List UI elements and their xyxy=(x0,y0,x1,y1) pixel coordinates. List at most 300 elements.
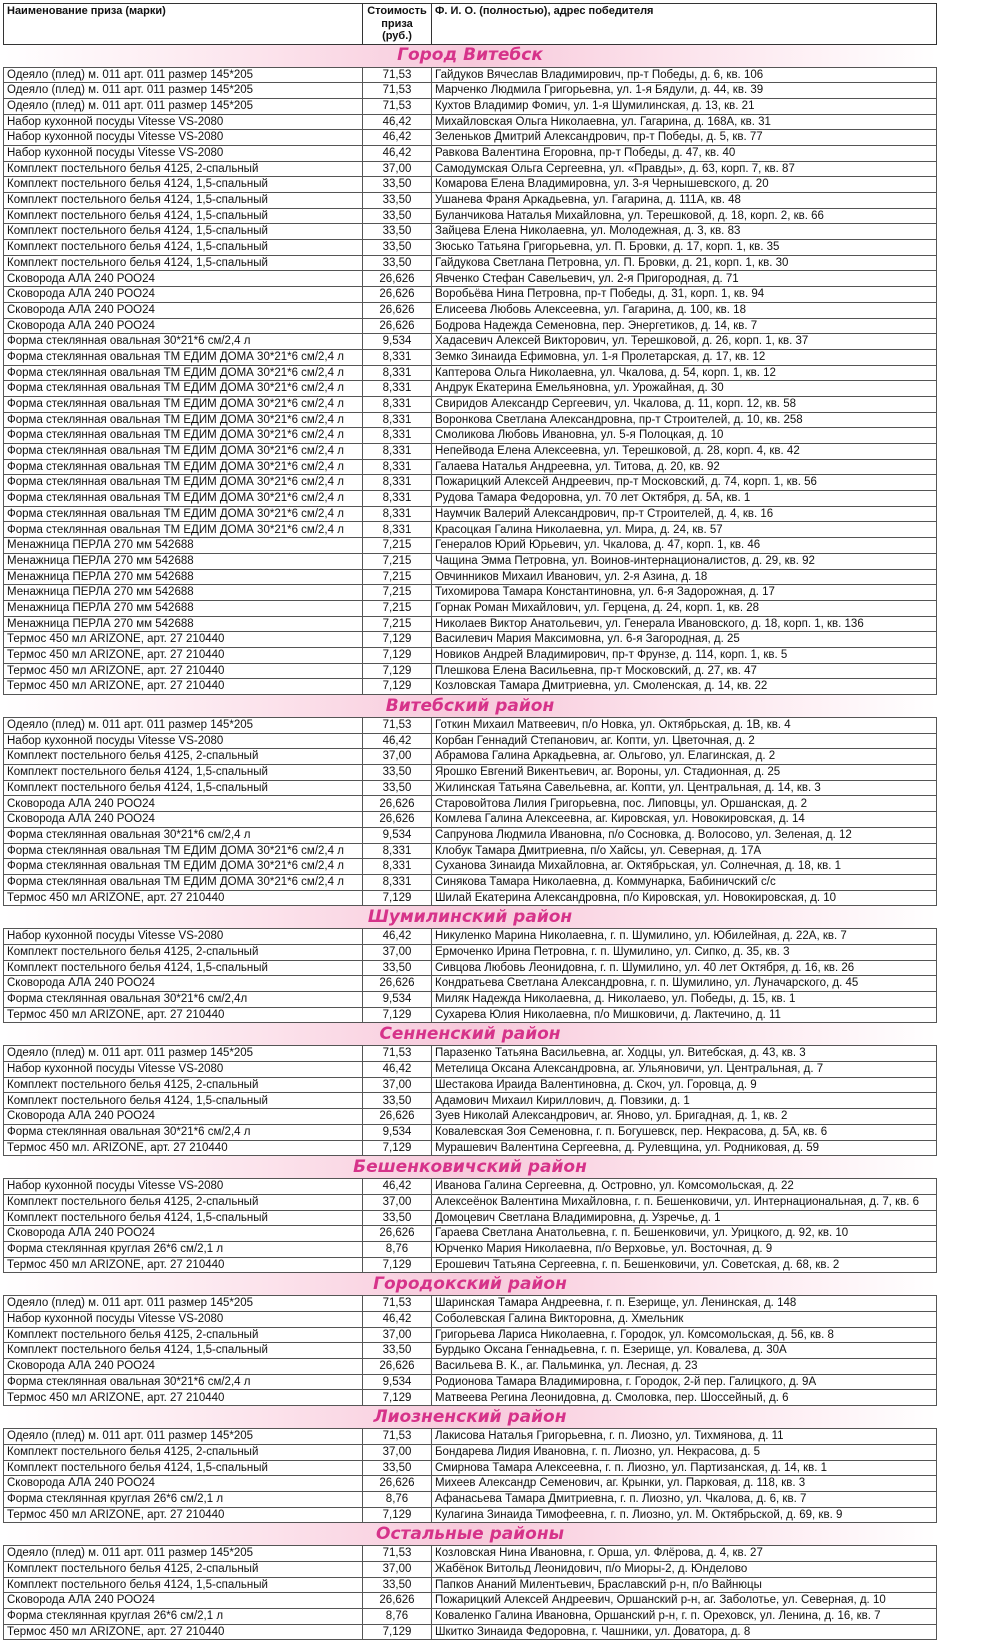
cost-cell: 8,76 xyxy=(363,1609,432,1625)
cost-cell: 26,626 xyxy=(363,1593,432,1609)
cost-cell: 33,50 xyxy=(363,1093,432,1109)
table-row xyxy=(4,749,937,765)
winner-cell: Зайцева Елена Николаевна, ул. Молодежная, д. 3, кв. 83 xyxy=(432,224,937,240)
section-title: Лиозненский район xyxy=(4,1406,937,1429)
cost-cell: 8,331 xyxy=(363,396,432,412)
table-row xyxy=(4,1226,937,1242)
prize-cell: Набор кухонной посуды Vitesse VS-2080 xyxy=(4,1062,363,1078)
winner-cell: Юрченко Мария Николаевна, п/о Верховье, ул. Восточная, д. 9 xyxy=(432,1241,937,1257)
winner-cell: Марченко Людмила Григорьевна, ул. 1-я Бядули, д. 44, кв. 39 xyxy=(432,83,937,99)
table-row xyxy=(4,780,937,796)
table-row xyxy=(4,569,937,585)
table-row xyxy=(4,647,937,663)
prize-cell: Комплект постельного белья 4125, 2-спальный xyxy=(4,944,363,960)
table-row xyxy=(4,600,937,616)
cost-cell: 71,53 xyxy=(363,718,432,734)
cost-cell: 46,42 xyxy=(363,145,432,161)
table-row xyxy=(4,812,937,828)
cost-cell: 8,331 xyxy=(363,475,432,491)
table-row xyxy=(4,1210,937,1226)
prize-cell: Комплект постельного белья 4125, 2-спальный xyxy=(4,161,363,177)
prize-cell: Форма стеклянная овальная ТМ ЕДИМ ДОМА 30*21*6 см/2,4 л xyxy=(4,349,363,365)
prize-cell: Термос 450 мл. ARIZONE, арт. 27 210440 xyxy=(4,1140,363,1156)
table-row xyxy=(4,1460,937,1476)
winner-cell: Шилай Екатерина Александровна, п/о Кировская, ул. Новокировская, д. 10 xyxy=(432,890,937,906)
winner-cell: Бурдыко Оксана Геннадьевна, г. п. Езерище, ул. Ковалева, д. 30А xyxy=(432,1343,937,1359)
prize-cell: Комплект постельного белья 4124, 1,5-спальный xyxy=(4,255,363,271)
table-row xyxy=(4,1609,937,1625)
table-row xyxy=(4,381,937,397)
winner-cell: Иванова Галина Сергеевна, д. Островно, ул. Комсомольская, д. 22 xyxy=(432,1179,937,1195)
table-row xyxy=(4,83,937,99)
cost-cell: 8,331 xyxy=(363,459,432,475)
winner-cell: Кухтов Владимир Фомич, ул. 1-я Шумилинская, д. 13, кв. 21 xyxy=(432,98,937,114)
prize-cell: Комплект постельного белья 4124, 1,5-спальный xyxy=(4,1343,363,1359)
cost-cell: 8,331 xyxy=(363,843,432,859)
header-winner: Ф. И. О. (полностью), адрес победителя xyxy=(432,4,937,45)
section-title: Витебский район xyxy=(4,695,937,718)
table-row xyxy=(4,1312,937,1328)
winner-cell: Тихомирова Тамара Константиновна, ул. 6-я Задорожная, д. 17 xyxy=(432,585,937,601)
winner-cell: Шкитко Зинаида Федоровна, г. Чашники, ул. Доватора, д. 8 xyxy=(432,1624,937,1640)
prize-cell: Комплект постельного белья 4124, 1,5-спальный xyxy=(4,960,363,976)
prize-cell: Сковорода АЛА 240 РОО24 xyxy=(4,1226,363,1242)
winner-cell: Ермоченко Ирина Петровна, г. п. Шумилино, ул. Сипко, д. 35, кв. 3 xyxy=(432,944,937,960)
cost-cell: 7,129 xyxy=(363,632,432,648)
cost-cell: 8,331 xyxy=(363,381,432,397)
prize-cell: Одеяло (плед) м. 011 арт. 011 размер 145*205 xyxy=(4,718,363,734)
cost-cell: 71,53 xyxy=(363,83,432,99)
winner-cell: Гараева Светлана Анатольевна, г. п. Бешенковичи, ул. Урицкого, д. 92, кв. 10 xyxy=(432,1226,937,1242)
section-header-row xyxy=(4,1156,937,1179)
table-row xyxy=(4,765,937,781)
prize-cell: Форма стеклянная овальная 30*21*6 см/2,4л xyxy=(4,992,363,1008)
winner-cell: Ерошевич Татьяна Сергеевна, г. п. Бешенковичи, ул. Советская, д. 68, кв. 2 xyxy=(432,1257,937,1273)
winner-cell: Козловская Нина Ивановна, г. Орша, ул. Флёрова, д. 4, кв. 27 xyxy=(432,1546,937,1562)
table-row xyxy=(4,1577,937,1593)
table-row xyxy=(4,1257,937,1273)
table-row xyxy=(4,976,937,992)
winner-cell: Зеленьков Дмитрий Александрович, пр-т Победы, д. 5, кв. 77 xyxy=(432,130,937,146)
cost-cell: 71,53 xyxy=(363,1546,432,1562)
prize-cell: Набор кухонной посуды Vitesse VS-2080 xyxy=(4,733,363,749)
prize-cell: Одеяло (плед) м. 011 арт. 011 размер 145*205 xyxy=(4,1046,363,1062)
cost-cell: 26,626 xyxy=(363,1109,432,1125)
winner-cell: Миляк Надежда Николаевна, д. Николаево, ул. Победы, д. 15, кв. 1 xyxy=(432,992,937,1008)
winner-cell: Андрук Екатерина Емельяновна, ул. Урожайная, д. 30 xyxy=(432,381,937,397)
winner-cell: Хадасевич Алексей Викторович, ул. Терешковой, д. 26, корп. 1, кв. 37 xyxy=(432,334,937,350)
winner-cell: Сивцова Любовь Леонидовна, г. п. Шумилино, ул. 40 лет Октября, д. 16, кв. 26 xyxy=(432,960,937,976)
prize-cell: Форма стеклянная овальная ТМ ЕДИМ ДОМА 30*21*6 см/2,4 л xyxy=(4,491,363,507)
prize-cell: Комплект постельного белья 4125, 2-спальный xyxy=(4,1561,363,1577)
prize-cell: Менажница ПЕРЛА 270 мм 542688 xyxy=(4,585,363,601)
cost-cell: 71,53 xyxy=(363,1296,432,1312)
section-header-row xyxy=(4,44,937,67)
table-row xyxy=(4,114,937,130)
table-row xyxy=(4,302,937,318)
cost-cell: 8,331 xyxy=(363,444,432,460)
prize-cell: Сковорода АЛА 240 РОО24 xyxy=(4,796,363,812)
cost-cell: 46,42 xyxy=(363,114,432,130)
winner-cell: Афанасьева Тамара Дмитриевна, г. п. Лиозно, ул. Чкалова, д. 6, кв. 7 xyxy=(432,1491,937,1507)
cost-cell: 7,129 xyxy=(363,647,432,663)
cost-cell: 33,50 xyxy=(363,1343,432,1359)
winner-cell: Елисеева Любовь Алексеевна, ул. Гагарина, д. 100, кв. 18 xyxy=(432,302,937,318)
prize-cell: Термос 450 мл ARIZONE, арт. 27 210440 xyxy=(4,1257,363,1273)
prize-cell: Форма стеклянная овальная 30*21*6 см/2,4 л xyxy=(4,1124,363,1140)
cost-cell: 8,331 xyxy=(363,428,432,444)
prize-cell: Форма стеклянная овальная ТМ ЕДИМ ДОМА 30*21*6 см/2,4 л xyxy=(4,459,363,475)
table-row xyxy=(4,843,937,859)
winner-cell: Кондратьева Светлана Александровна, г. п. Шумилино, ул. Луначарского, д. 45 xyxy=(432,976,937,992)
prize-cell: Набор кухонной посуды Vitesse VS-2080 xyxy=(4,130,363,146)
header-cost: Стоимость приза (руб.) xyxy=(363,4,432,45)
winner-cell: Наумчик Валерий Александрович, пр-т Строителей, д. 4, кв. 16 xyxy=(432,506,937,522)
cost-cell: 7,129 xyxy=(363,1507,432,1523)
table-row xyxy=(4,334,937,350)
table-row xyxy=(4,1093,937,1109)
cost-cell: 37,00 xyxy=(363,1444,432,1460)
prize-cell: Форма стеклянная овальная ТМ ЕДИМ ДОМА 30*21*6 см/2,4 л xyxy=(4,859,363,875)
prize-cell: Форма стеклянная круглая 26*6 см/2,1 л xyxy=(4,1491,363,1507)
prize-cell: Термос 450 мл ARIZONE, арт. 27 210440 xyxy=(4,890,363,906)
winner-cell: Коваленко Галина Ивановна, Оршанский р-н, г. п. Ореховск, ул. Ленина, д. 16, кв. 7 xyxy=(432,1609,937,1625)
winner-cell: Смирнова Тамара Алексеевна, г. п. Лиозно, ул. Партизанская, д. 14, кв. 1 xyxy=(432,1460,937,1476)
winner-cell: Василевич Мария Максимовна, ул. 6-я Загородная, д. 25 xyxy=(432,632,937,648)
table-row xyxy=(4,1561,937,1577)
cost-cell: 9,534 xyxy=(363,1124,432,1140)
winner-cell: Матвеева Регина Леонидовна, д. Смоловка, пер. Шоссейный, д. 6 xyxy=(432,1390,937,1406)
prize-cell: Одеяло (плед) м. 011 арт. 011 размер 145*205 xyxy=(4,1429,363,1445)
table-row xyxy=(4,718,937,734)
table-row xyxy=(4,67,937,83)
winner-cell: Бодрова Надежда Семеновна, пер. Энергетиков, д. 14, кв. 7 xyxy=(432,318,937,334)
prize-cell: Форма стеклянная овальная ТМ ЕДИМ ДОМА 30*21*6 см/2,4 л xyxy=(4,412,363,428)
table-row xyxy=(4,444,937,460)
section-title: Остальные районы xyxy=(4,1523,937,1546)
table-row xyxy=(4,874,937,890)
winner-cell: Михайловская Ольга Николаевна, ул. Гагарина, д. 168А, кв. 31 xyxy=(432,114,937,130)
prize-cell: Термос 450 мл ARIZONE, арт. 27 210440 xyxy=(4,663,363,679)
table-row xyxy=(4,890,937,906)
prize-cell: Сковорода АЛА 240 РОО24 xyxy=(4,812,363,828)
table-row xyxy=(4,827,937,843)
table-row xyxy=(4,1429,937,1445)
winner-cell: Григорьева Лариса Николаевна, г. Городок, ул. Комсомольская, д. 56, кв. 8 xyxy=(432,1327,937,1343)
winner-cell: Клобук Тамара Дмитриевна, п/о Хайсы, ул. Северная, д. 17А xyxy=(432,843,937,859)
prize-cell: Комплект постельного белья 4124, 1,5-спальный xyxy=(4,240,363,256)
prize-cell: Термос 450 мл ARIZONE, арт. 27 210440 xyxy=(4,1390,363,1406)
prize-cell: Термос 450 мл ARIZONE, арт. 27 210440 xyxy=(4,647,363,663)
table-row xyxy=(4,1140,937,1156)
winner-cell: Галаева Наталья Андреевна, ул. Титова, д. 20, кв. 92 xyxy=(432,459,937,475)
winner-cell: Зуев Николай Александрович, аг. Яново, ул. Бригадная, д. 1, кв. 2 xyxy=(432,1109,937,1125)
cost-cell: 8,331 xyxy=(363,349,432,365)
cost-cell: 8,331 xyxy=(363,859,432,875)
prize-cell: Сковорода АЛА 240 РОО24 xyxy=(4,318,363,334)
cost-cell: 8,331 xyxy=(363,522,432,538)
winner-cell: Шаринская Тамара Андреевна, г. п. Езерище, ул. Ленинская, д. 148 xyxy=(432,1296,937,1312)
cost-cell: 46,42 xyxy=(363,1312,432,1328)
cost-cell: 9,534 xyxy=(363,1374,432,1390)
cost-cell: 37,00 xyxy=(363,944,432,960)
cost-cell: 9,534 xyxy=(363,827,432,843)
prize-cell: Менажница ПЕРЛА 270 мм 542688 xyxy=(4,538,363,554)
table-row xyxy=(4,733,937,749)
winner-cell: Родионова Тамара Владимировна, г. Городок, 2-й пер. Галицкого, д. 9А xyxy=(432,1374,937,1390)
table-row xyxy=(4,1109,937,1125)
cost-cell: 7,129 xyxy=(363,663,432,679)
prize-cell: Сковорода АЛА 240 РОО24 xyxy=(4,1359,363,1375)
header-row xyxy=(4,4,937,45)
prize-cell: Комплект постельного белья 4124, 1,5-спальный xyxy=(4,1093,363,1109)
table-row xyxy=(4,271,937,287)
cost-cell: 37,00 xyxy=(363,161,432,177)
table-row xyxy=(4,944,937,960)
cost-cell: 37,00 xyxy=(363,1327,432,1343)
winner-cell: Явченко Стефан Савельевич, ул. 2-я Пригородная, д. 71 xyxy=(432,271,937,287)
prize-cell: Форма стеклянная овальная ТМ ЕДИМ ДОМА 30*21*6 см/2,4 л xyxy=(4,381,363,397)
winner-cell: Комлева Галина Алексеевна, аг. Кировская, ул. Новокировская, д. 14 xyxy=(432,812,937,828)
cost-cell: 71,53 xyxy=(363,1429,432,1445)
winner-cell: Чащина Эмма Петровна, ул. Воинов-интернационалистов, д. 29, кв. 92 xyxy=(432,553,937,569)
prize-cell: Комплект постельного белья 4124, 1,5-спальный xyxy=(4,765,363,781)
table-row xyxy=(4,1359,937,1375)
table-row xyxy=(4,491,937,507)
cost-cell: 7,129 xyxy=(363,1624,432,1640)
winner-cell: Буланчикова Наталья Михайловна, ул. Терешковой, д. 18, корп. 2, кв. 66 xyxy=(432,208,937,224)
prize-cell: Комплект постельного белья 4125, 2-спальный xyxy=(4,1194,363,1210)
table-row xyxy=(4,522,937,538)
winner-cell: Жилинская Татьяна Савельевна, аг. Копти, ул. Центральная, д. 14, кв. 3 xyxy=(432,780,937,796)
winner-cell: Паразенко Татьяна Васильевна, аг. Ходцы, ул. Витебская, д. 43, кв. 3 xyxy=(432,1046,937,1062)
cost-cell: 7,215 xyxy=(363,538,432,554)
cost-cell: 8,331 xyxy=(363,412,432,428)
cost-cell: 7,215 xyxy=(363,616,432,632)
winners-table xyxy=(3,3,937,1640)
winner-cell: Лакисова Наталья Григорьевна, г. п. Лиозно, ул. Тихмянова, д. 11 xyxy=(432,1429,937,1445)
prize-cell: Форма стеклянная овальная 30*21*6 см/2,4 л xyxy=(4,1374,363,1390)
table-row xyxy=(4,992,937,1008)
winner-cell: Кулагина Зинаида Тимофеевна, г. п. Лиозно, ул. М. Октябрьской, д. 69, кв. 9 xyxy=(432,1507,937,1523)
table-header xyxy=(4,4,937,45)
prize-cell: Комплект постельного белья 4125, 2-спальный xyxy=(4,749,363,765)
cost-cell: 7,129 xyxy=(363,890,432,906)
cost-cell: 26,626 xyxy=(363,302,432,318)
table-row xyxy=(4,1241,937,1257)
prize-cell: Сковорода АЛА 240 РОО24 xyxy=(4,1476,363,1492)
table-row xyxy=(4,208,937,224)
table-row xyxy=(4,1390,937,1406)
cost-cell: 37,00 xyxy=(363,749,432,765)
cost-cell: 8,331 xyxy=(363,491,432,507)
winner-cell: Воронкова Светлана Александровна, пр-т Строителей, д. 10, кв. 258 xyxy=(432,412,937,428)
table-row xyxy=(4,585,937,601)
prize-cell: Менажница ПЕРЛА 270 мм 542688 xyxy=(4,616,363,632)
cost-cell: 8,331 xyxy=(363,874,432,890)
winner-cell: Гайдуков Вячеслав Владимирович, пр-т Победы, д. 6, кв. 106 xyxy=(432,67,937,83)
prize-cell: Одеяло (плед) м. 011 арт. 011 размер 145*205 xyxy=(4,1546,363,1562)
table-row xyxy=(4,538,937,554)
table-row xyxy=(4,679,937,695)
table-row xyxy=(4,506,937,522)
prize-cell: Термос 450 мл ARIZONE, арт. 27 210440 xyxy=(4,1007,363,1023)
section-header-row xyxy=(4,1023,937,1046)
table-row xyxy=(4,1296,937,1312)
table-row xyxy=(4,663,937,679)
prize-cell: Набор кухонной посуды Vitesse VS-2080 xyxy=(4,929,363,945)
prize-cell: Сковорода АЛА 240 РОО24 xyxy=(4,287,363,303)
cost-cell: 8,76 xyxy=(363,1491,432,1507)
table-body xyxy=(4,44,937,1640)
table-row xyxy=(4,1327,937,1343)
prize-cell: Менажница ПЕРЛА 270 мм 542688 xyxy=(4,600,363,616)
table-row xyxy=(4,318,937,334)
winner-cell: Непейвода Елена Алексеевна, ул. Терешковой, д. 28, корп. 4, кв. 42 xyxy=(432,444,937,460)
section-title: Бешенковичский район xyxy=(4,1156,937,1179)
winner-cell: Овчинников Михаил Иванович, ул. 2-я Азина, д. 18 xyxy=(432,569,937,585)
prize-cell: Форма стеклянная круглая 26*6 см/2,1 л xyxy=(4,1241,363,1257)
winner-cell: Николаев Виктор Анатольевич, ул. Генерала Ивановского, д. 18, корп. 1, кв. 136 xyxy=(432,616,937,632)
cost-cell: 46,42 xyxy=(363,929,432,945)
section-header-row xyxy=(4,1273,937,1296)
cost-cell: 9,534 xyxy=(363,992,432,1008)
winner-cell: Козловская Тамара Дмитриевна, ул. Смоленская, д. 14, кв. 22 xyxy=(432,679,937,695)
cost-cell: 33,50 xyxy=(363,960,432,976)
winner-cell: Смоликова Любовь Ивановна, ул. 5-я Полоцкая, д. 10 xyxy=(432,428,937,444)
cost-cell: 37,00 xyxy=(363,1077,432,1093)
table-row xyxy=(4,365,937,381)
cost-cell: 7,129 xyxy=(363,1257,432,1273)
cost-cell: 37,00 xyxy=(363,1194,432,1210)
table-row xyxy=(4,1507,937,1523)
table-row xyxy=(4,929,937,945)
header-prize: Наименование приза (марки) xyxy=(4,4,363,45)
prize-cell: Форма стеклянная овальная ТМ ЕДИМ ДОМА 30*21*6 см/2,4 л xyxy=(4,475,363,491)
section-header-row xyxy=(4,1406,937,1429)
prize-cell: Форма стеклянная овальная ТМ ЕДИМ ДОМА 30*21*6 см/2,4 л xyxy=(4,444,363,460)
winner-cell: Горнак Роман Михайлович, ул. Герцена, д. 24, корп. 1, кв. 28 xyxy=(432,600,937,616)
winner-cell: Абрамова Галина Аркадьевна, аг. Ольгово, ул. Елагинская, д. 2 xyxy=(432,749,937,765)
winner-cell: Папков Ананий Милентьевич, Браславский р-н, п/о Вайнюцы xyxy=(432,1577,937,1593)
table-row xyxy=(4,1491,937,1507)
winner-cell: Плешкова Елена Васильевна, пр-т Московский, д. 27, кв. 47 xyxy=(432,663,937,679)
cost-cell: 26,626 xyxy=(363,976,432,992)
prize-cell: Термос 450 мл ARIZONE, арт. 27 210440 xyxy=(4,632,363,648)
winner-cell: Сухарева Юлия Николаевна, п/о Мишковичи, д. Лактечино, д. 11 xyxy=(432,1007,937,1023)
winner-cell: Васильева В. К., аг. Пальминка, ул. Лесная, д. 23 xyxy=(432,1359,937,1375)
cost-cell: 7,215 xyxy=(363,585,432,601)
prize-cell: Сковорода АЛА 240 РОО24 xyxy=(4,976,363,992)
section-title: Сенненский район xyxy=(4,1023,937,1046)
prize-cell: Комплект постельного белья 4124, 1,5-спальный xyxy=(4,1210,363,1226)
prize-cell: Сковорода АЛА 240 РОО24 xyxy=(4,271,363,287)
winner-cell: Ярошко Евгений Викентьевич, аг. Вороны, ул. Стадионная, д. 25 xyxy=(432,765,937,781)
cost-cell: 71,53 xyxy=(363,98,432,114)
prize-cell: Форма стеклянная круглая 26*6 см/2,1 л xyxy=(4,1609,363,1625)
winner-cell: Зюсько Татьяна Григорьевна, ул. П. Бровки, д. 17, корп. 1, кв. 35 xyxy=(432,240,937,256)
prize-cell: Комплект постельного белья 4124, 1,5-спальный xyxy=(4,208,363,224)
winner-cell: Синякова Тамара Николаевна, д. Коммунарка, Бабиничский с/с xyxy=(432,874,937,890)
table-row xyxy=(4,1444,937,1460)
prize-cell: Форма стеклянная овальная ТМ ЕДИМ ДОМА 30*21*6 см/2,4 л xyxy=(4,522,363,538)
winner-cell: Михеев Александр Семенович, аг. Крынки, ул. Парковая, д. 118, кв. 3 xyxy=(432,1476,937,1492)
winner-cell: Самодумская Ольга Сергеевна, ул. «Правды», д. 63, корп. 7, кв. 87 xyxy=(432,161,937,177)
prize-cell: Одеяло (плед) м. 011 арт. 011 размер 145*205 xyxy=(4,67,363,83)
prize-cell: Менажница ПЕРЛА 270 мм 542688 xyxy=(4,553,363,569)
table-row xyxy=(4,130,937,146)
winner-cell: Гайдукова Светлана Петровна, ул. П. Бровки, д. 21, корп. 1, кв. 30 xyxy=(432,255,937,271)
cost-cell: 33,50 xyxy=(363,1460,432,1476)
table-row xyxy=(4,632,937,648)
winner-cell: Шестакова Ираида Валентиновна, д. Скоч, ул. Горовца, д. 9 xyxy=(432,1077,937,1093)
winner-cell: Генералов Юрий Юрьевич, ул. Чкалова, д. 47, корп. 1, кв. 46 xyxy=(432,538,937,554)
winner-cell: Равкова Валентина Егоровна, пр-т Победы, д. 47, кв. 40 xyxy=(432,145,937,161)
table-row xyxy=(4,475,937,491)
prize-cell: Форма стеклянная овальная ТМ ЕДИМ ДОМА 30*21*6 см/2,4 л xyxy=(4,365,363,381)
table-row xyxy=(4,960,937,976)
table-row xyxy=(4,224,937,240)
table-row xyxy=(4,1374,937,1390)
cost-cell: 8,331 xyxy=(363,365,432,381)
prize-cell: Комплект постельного белья 4124, 1,5-спальный xyxy=(4,780,363,796)
section-title: Шумилинский район xyxy=(4,906,937,929)
prize-cell: Сковорода АЛА 240 РОО24 xyxy=(4,1593,363,1609)
winner-cell: Земко Зинаида Ефимовна, ул. 1-я Пролетарская, д. 17, кв. 12 xyxy=(432,349,937,365)
prize-cell: Одеяло (плед) м. 011 арт. 011 размер 145*205 xyxy=(4,1296,363,1312)
cost-cell: 26,626 xyxy=(363,812,432,828)
cost-cell: 26,626 xyxy=(363,271,432,287)
winner-cell: Пожарицкий Алексей Андреевич, пр-т Московский, д. 74, корп. 1, кв. 56 xyxy=(432,475,937,491)
winner-cell: Сапрунова Людмила Ивановна, п/о Сосновка, д. Волосово, ул. Зеленая, д. 12 xyxy=(432,827,937,843)
winner-cell: Алексеёнок Валентина Михайловна, г. п. Бешенковичи, ул. Интернациональная, д. 7, кв. 6 xyxy=(432,1194,937,1210)
table-row xyxy=(4,349,937,365)
section-title: Город Витебск xyxy=(4,44,937,67)
prize-cell: Комплект постельного белья 4124, 1,5-спальный xyxy=(4,224,363,240)
table-row xyxy=(4,161,937,177)
cost-cell: 71,53 xyxy=(363,67,432,83)
cost-cell: 46,42 xyxy=(363,1062,432,1078)
table-row xyxy=(4,1624,937,1640)
cost-cell: 33,50 xyxy=(363,1577,432,1593)
cost-cell: 7,215 xyxy=(363,600,432,616)
winner-cell: Никуленко Марина Николаевна, г. п. Шумилино, ул. Юбилейная, д. 22А, кв. 7 xyxy=(432,929,937,945)
winner-cell: Корбан Геннадий Степанович, аг. Копти, ул. Цветочная, д. 2 xyxy=(432,733,937,749)
prize-cell: Форма стеклянная овальная ТМ ЕДИМ ДОМА 30*21*6 см/2,4 л xyxy=(4,396,363,412)
prize-cell: Комплект постельного белья 4125, 2-спальный xyxy=(4,1327,363,1343)
winner-cell: Ушанева Франя Аркадьевна, ул. Гагарина, д. 111А, кв. 48 xyxy=(432,193,937,209)
cost-cell: 26,626 xyxy=(363,1476,432,1492)
section-header-row xyxy=(4,1523,937,1546)
winner-cell: Рудова Тамара Федоровна, ул. 70 лет Октября, д. 5А, кв. 1 xyxy=(432,491,937,507)
table-row xyxy=(4,1124,937,1140)
cost-cell: 26,626 xyxy=(363,1226,432,1242)
section-header-row xyxy=(4,695,937,718)
table-row xyxy=(4,616,937,632)
cost-cell: 8,331 xyxy=(363,506,432,522)
table-row xyxy=(4,145,937,161)
prize-cell: Набор кухонной посуды Vitesse VS-2080 xyxy=(4,1179,363,1195)
prize-cell: Комплект постельного белья 4125, 2-спальный xyxy=(4,1077,363,1093)
winner-cell: Комарова Елена Владимировна, ул. 3-я Чернышевского, д. 20 xyxy=(432,177,937,193)
prize-cell: Набор кухонной посуды Vitesse VS-2080 xyxy=(4,1312,363,1328)
cost-cell: 7,129 xyxy=(363,1390,432,1406)
table-row xyxy=(4,1179,937,1195)
table-row xyxy=(4,193,937,209)
prize-cell: Форма стеклянная овальная ТМ ЕДИМ ДОМА 30*21*6 см/2,4 л xyxy=(4,874,363,890)
table-row xyxy=(4,396,937,412)
cost-cell: 46,42 xyxy=(363,733,432,749)
